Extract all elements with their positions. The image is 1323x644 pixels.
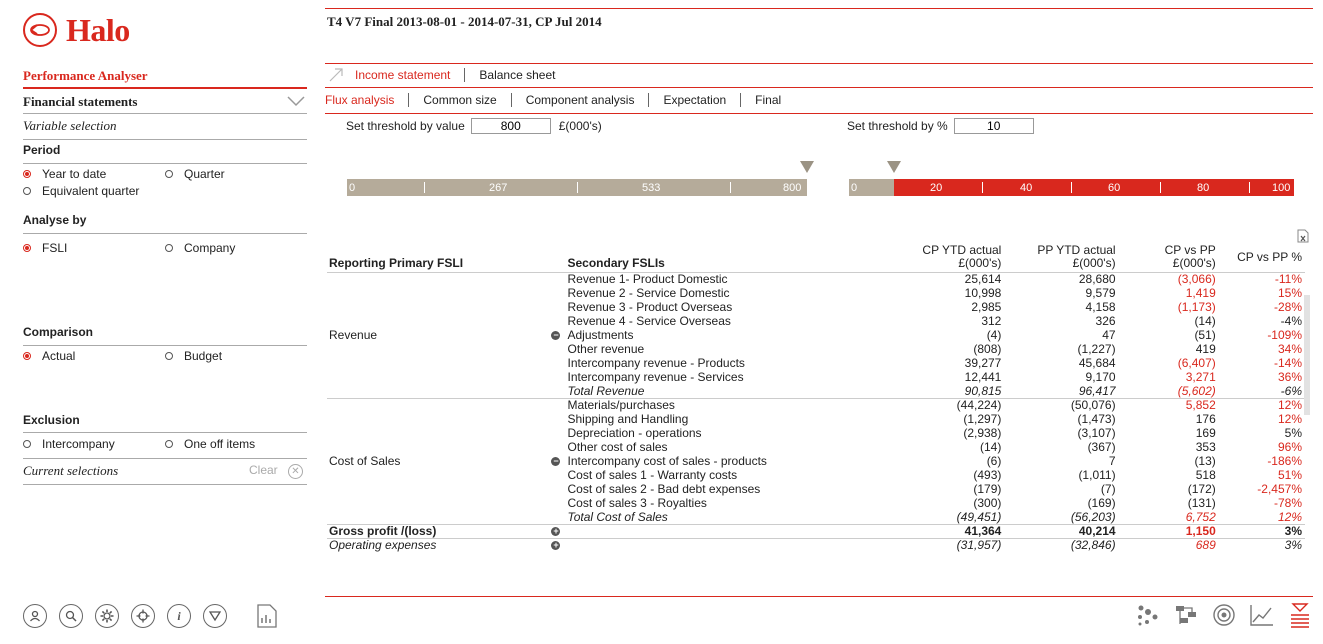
pp-value: 7	[1108, 454, 1116, 468]
tick-mark	[982, 182, 983, 193]
scroll-thumb[interactable]	[1304, 295, 1310, 415]
cp-value: (14)	[980, 440, 1002, 454]
pp-value: 4,158	[1085, 300, 1116, 314]
pct-tick-label: 0	[851, 182, 858, 194]
flux-table	[327, 244, 1305, 553]
cp-value: 12,441	[964, 370, 1002, 384]
divider	[23, 458, 307, 459]
cp-value: 312	[981, 314, 1002, 328]
cp-value: 10,998	[964, 286, 1002, 300]
pct-threshold-label: Set threshold by %	[847, 119, 948, 133]
secondary-fsli-cell	[565, 371, 900, 385]
secondary-fsli-label: Shipping and Handling	[567, 412, 689, 426]
table-scrollbar[interactable]	[1304, 255, 1310, 555]
logo	[23, 10, 130, 50]
primary-fsli-cell: Revenue	[327, 273, 565, 399]
variable-selection-label: Variable selection	[23, 118, 117, 133]
cp-value: 41,364	[900, 525, 1004, 539]
tab-common-size[interactable]: Common size	[409, 93, 511, 107]
diff-value: (14)	[1194, 314, 1216, 328]
radio-label: Actual	[42, 349, 76, 363]
secondary-fsli-label: Depreciation - operations	[567, 426, 702, 440]
pct-threshold	[847, 118, 1042, 134]
pct-tick-label: 60	[1108, 182, 1121, 194]
info-icon[interactable]: i	[167, 604, 191, 628]
diff-value: 169	[1195, 426, 1216, 440]
secondary-fsli-label: Intercompany revenue - Products	[567, 356, 745, 370]
pp-value: (367)	[1087, 440, 1116, 454]
radio-label: Company	[184, 241, 236, 255]
pct-tick-label: 40	[1020, 182, 1033, 194]
pct-value: -78%	[1273, 496, 1302, 510]
cp-value: (1,297)	[963, 412, 1002, 426]
diff-value: 419	[1195, 342, 1216, 356]
pp-value: (169)	[1087, 496, 1116, 510]
pct-value: -28%	[1273, 300, 1302, 314]
secondary-fsli-cell	[553, 539, 900, 553]
divider	[23, 163, 307, 164]
secondary-fsli-label: Revenue 1- Product Domestic	[567, 272, 728, 287]
analyse-fsli-radio[interactable]	[23, 241, 67, 255]
pp-value: (3,107)	[1077, 426, 1116, 440]
radio-dot	[165, 244, 173, 252]
tick-mark	[424, 182, 425, 193]
pct-value: -2,457%	[1257, 482, 1302, 496]
export-excel-icon[interactable]	[1297, 229, 1309, 243]
pp-value: 9,170	[1085, 370, 1116, 384]
secondary-fsli-label: Revenue 2 - Service Domestic	[567, 286, 730, 300]
value-threshold-input[interactable]	[471, 118, 551, 134]
comparison-label: Comparison	[23, 325, 94, 339]
cp-value: 39,277	[964, 356, 1002, 370]
divider	[325, 87, 1313, 88]
view-toolbar	[1123, 602, 1313, 628]
radio-dot	[165, 440, 173, 448]
exclusion-one-off-radio[interactable]	[165, 437, 255, 451]
col-pp[interactable]	[1004, 244, 1118, 273]
diff-value: 6,752	[1185, 509, 1216, 524]
period-label: Period	[23, 143, 61, 157]
trend-icon[interactable]	[1249, 602, 1275, 628]
cp-value: (6)	[986, 454, 1002, 468]
sort-icon[interactable]	[1287, 602, 1313, 628]
cp-value: (808)	[973, 342, 1002, 356]
tick-mark	[1249, 182, 1250, 193]
secondary-fsli-cell	[565, 343, 900, 357]
pct-value: 12%	[1277, 509, 1302, 524]
diff-value: (51)	[1194, 328, 1216, 342]
exclusion-intercompany-radio[interactable]	[23, 437, 115, 451]
pp-value: (1,227)	[1077, 342, 1116, 356]
radio-dot	[23, 440, 31, 448]
period-equivalent-quarter-radio[interactable]	[23, 184, 139, 198]
radio-label: Intercompany	[42, 437, 115, 451]
pct-value: 36%	[1277, 370, 1302, 384]
divider	[23, 233, 307, 234]
secondary-fsli-label: Cost of sales 2 - Bad debt expenses	[567, 482, 761, 496]
main-panel	[325, 0, 1313, 644]
pp-value: (1,011)	[1078, 468, 1116, 482]
pct-threshold-slider[interactable]	[849, 179, 1294, 196]
pp-value: (56,203)	[1070, 509, 1116, 524]
divider	[23, 87, 307, 89]
divider	[23, 484, 307, 485]
radio-dot	[23, 352, 31, 360]
primary-fsli-cell: Gross profit /(loss)	[327, 525, 565, 539]
tab-component-analysis[interactable]: Component analysis	[512, 93, 650, 107]
secondary-fsli-cell	[565, 273, 900, 287]
secondary-fsli-cell	[553, 454, 900, 469]
collapse-icon[interactable]: −	[553, 455, 559, 466]
radio-dot	[23, 187, 31, 195]
diff-value: (5,602)	[1177, 383, 1216, 398]
secondary-fsli-label: Other revenue	[567, 342, 645, 356]
diff-value: (1,173)	[1177, 300, 1216, 314]
table-row[interactable]	[327, 399, 1305, 413]
analysis-tabs	[311, 93, 795, 107]
analyse-by-label: Analyse by	[23, 213, 87, 227]
radio-dot	[165, 170, 173, 178]
table-row[interactable]	[327, 273, 1305, 287]
secondary-fsli-cell	[565, 497, 900, 511]
diff-value: (6,407)	[1177, 356, 1216, 370]
diff-value: (3,066)	[1119, 273, 1219, 287]
value-threshold	[346, 118, 602, 134]
pp-value: 28,680	[1004, 273, 1118, 287]
analyse-company-radio[interactable]	[165, 241, 235, 255]
cp-value: (44,224)	[900, 399, 1004, 413]
value-threshold-label: Set threshold by value	[346, 119, 465, 133]
col-pp-unit: £(000's)	[1072, 256, 1116, 270]
pct-value: 12%	[1277, 412, 1302, 426]
secondary-fsli-cell	[565, 483, 900, 497]
pp-value: 47	[1102, 328, 1116, 342]
col-cp-label: CP YTD actual	[922, 243, 1002, 257]
current-selections-label: Current selections	[23, 463, 119, 478]
pct-value: 51%	[1277, 468, 1302, 482]
cp-value: (49,451)	[956, 509, 1002, 524]
secondary-fsli-cell	[565, 441, 900, 455]
divider	[23, 139, 307, 140]
clear-icon[interactable]: ✕	[288, 464, 303, 479]
primary-fsli-cell: Operating expenses	[327, 539, 565, 553]
diff-value: 689	[1119, 539, 1219, 553]
pct-threshold-marker[interactable]	[887, 161, 901, 173]
secondary-fsli-label: Cost of sales 3 - Royalties	[567, 496, 707, 510]
hierarchy-icon[interactable]	[1173, 602, 1199, 628]
period-quarter-radio[interactable]	[165, 167, 225, 181]
settings-icon[interactable]	[95, 604, 119, 628]
cp-value: (4)	[986, 328, 1002, 342]
divider	[325, 113, 1313, 114]
radio-dot	[23, 170, 31, 178]
comparison-budget-radio[interactable]	[165, 349, 222, 363]
pct-value: -14%	[1273, 356, 1302, 370]
secondary-fsli-cell	[565, 287, 900, 301]
user-icon[interactable]	[23, 604, 47, 628]
tab-flux-analysis[interactable]: Flux analysis	[311, 93, 409, 107]
col-cp-unit: £(000's)	[958, 256, 1002, 270]
pp-value: (7)	[1100, 482, 1116, 496]
radio-label: Quarter	[184, 167, 225, 181]
cp-value: 2,985	[971, 300, 1002, 314]
diff-value: 1,150	[1119, 525, 1219, 539]
col-pct[interactable]: CP vs PP %	[1219, 244, 1305, 273]
secondary-fsli-label: Intercompany cost of sales - products	[567, 454, 767, 468]
value-threshold-unit: £(000's)	[558, 119, 602, 133]
pct-tick-label: 80	[1197, 182, 1210, 194]
diff-value: (172)	[1187, 482, 1216, 496]
sidebar-toolbar	[23, 604, 277, 631]
secondary-fsli-cell	[565, 399, 900, 413]
pct-value: -186%	[1267, 454, 1302, 468]
secondary-fsli-cell	[553, 328, 900, 343]
pp-value: 9,579	[1085, 286, 1116, 300]
pp-value: 40,214	[1004, 525, 1118, 539]
exclusion-label: Exclusion	[23, 413, 80, 427]
secondary-fsli-cell	[565, 427, 900, 441]
divider	[23, 432, 307, 433]
col-cp[interactable]	[900, 244, 1004, 273]
divider	[23, 345, 307, 346]
document-icon[interactable]	[257, 604, 277, 631]
pct-tick-label: 100	[1272, 182, 1291, 194]
diff-value: 176	[1195, 412, 1216, 426]
pct-value: -11%	[1219, 273, 1305, 287]
target-icon[interactable]	[131, 604, 155, 628]
primary-fsli-cell: Cost of Sales	[327, 399, 565, 525]
secondary-fsli-cell	[565, 315, 900, 329]
collapse-icon[interactable]: −	[553, 329, 559, 340]
secondary-fsli-label: Revenue 3 - Product Overseas	[567, 300, 733, 314]
performance-analyser-link[interactable]: Performance Analyser	[23, 68, 148, 83]
tab-final[interactable]: Final	[755, 93, 782, 107]
radio-label: FSLI	[42, 241, 68, 255]
financial-statements-dropdown[interactable]: Financial statements	[23, 94, 138, 109]
radio-dot	[165, 352, 173, 360]
radio-label: One off items	[184, 437, 256, 451]
secondary-fsli-cell	[565, 469, 900, 483]
cp-value: (179)	[973, 482, 1002, 496]
col-primary[interactable]: Reporting Primary FSLI	[327, 244, 565, 273]
pp-value: (50,076)	[1004, 399, 1118, 413]
value-threshold-marker[interactable]	[800, 161, 814, 173]
table-header	[327, 244, 1305, 273]
cp-value: (300)	[973, 496, 1002, 510]
tick-mark	[577, 182, 578, 193]
divider	[325, 63, 1313, 64]
tab-income-statement[interactable]: Income statement	[341, 68, 465, 82]
value-tick-label: 533	[642, 182, 661, 194]
pp-value: 45,684	[1078, 356, 1116, 370]
cp-value: (2,938)	[963, 426, 1002, 440]
pct-value: -4%	[1280, 314, 1302, 328]
radio-label: Year to date	[42, 167, 107, 181]
clear-button[interactable]: Clear	[249, 463, 278, 477]
cp-value: 25,614	[900, 273, 1004, 287]
secondary-fsli-label: Intercompany revenue - Services	[567, 370, 744, 384]
radial-chart-icon[interactable]	[1211, 602, 1237, 628]
pct-value: -6%	[1280, 383, 1302, 398]
pp-value: 326	[1095, 314, 1116, 328]
pct-value: 96%	[1277, 440, 1302, 454]
diff-value: 5,852	[1119, 399, 1219, 413]
tick-mark	[730, 182, 731, 193]
total-label: Total Cost of Sales	[567, 509, 668, 524]
radio-label: Equivalent quarter	[42, 184, 140, 198]
pct-value: 3%	[1219, 539, 1305, 553]
expand-icon[interactable]: +	[553, 526, 559, 536]
table-body	[327, 273, 1305, 553]
diff-value: (13)	[1194, 454, 1216, 468]
page-title: T4 V7 Final 2013-08-01 - 2014-07-31, CP Jul 2014	[327, 14, 602, 29]
col-diff-label: CP vs PP	[1164, 243, 1216, 257]
secondary-fsli-cell	[565, 413, 900, 427]
secondary-fsli-cell	[565, 357, 900, 371]
diff-value: 353	[1195, 440, 1216, 454]
divider	[23, 113, 307, 114]
secondary-fsli-cell	[553, 525, 900, 539]
radio-dot	[23, 244, 31, 252]
sidebar	[23, 0, 307, 644]
table-row-gross-profit[interactable]	[327, 525, 1305, 539]
app-name: Halo	[66, 11, 130, 48]
chevron-down-icon[interactable]	[287, 95, 305, 107]
secondary-fsli-label: Cost of sales 1 - Warranty costs	[567, 468, 738, 482]
diff-value: 3,271	[1185, 370, 1216, 384]
secondary-fsli-cell	[565, 301, 900, 315]
period-ytd-radio[interactable]	[23, 167, 106, 181]
pp-value: 96,417	[1078, 383, 1116, 398]
pct-value: -109%	[1267, 328, 1302, 342]
scatter-icon[interactable]	[1135, 602, 1161, 628]
halo-logo-icon	[23, 13, 57, 47]
comparison-actual-radio[interactable]	[23, 349, 75, 363]
diff-value: (131)	[1187, 496, 1216, 510]
col-secondary[interactable]: Secondary FSLIs	[565, 244, 900, 273]
radio-label: Budget	[184, 349, 223, 363]
tab-balance-sheet[interactable]: Balance sheet	[479, 68, 556, 82]
secondary-fsli-label: Adjustments	[567, 328, 634, 342]
secondary-fsli-label: Revenue 4 - Service Overseas	[567, 314, 731, 328]
pct-value: 5%	[1284, 426, 1302, 440]
filter-icon[interactable]	[203, 604, 227, 628]
table-row-operating-expenses[interactable]	[327, 539, 1305, 553]
secondary-fsli-label: Materials/purchases	[567, 398, 675, 413]
pp-value: (32,846)	[1004, 539, 1118, 553]
col-diff[interactable]	[1119, 244, 1219, 273]
diff-value: 1,419	[1185, 286, 1216, 300]
pct-value: 15%	[1277, 286, 1302, 300]
value-tick-label: 800	[783, 182, 802, 194]
value-tick-label: 0	[349, 182, 356, 194]
total-label: Total Revenue	[567, 383, 645, 398]
pct-value: 12%	[1219, 399, 1305, 413]
cp-value: (31,957)	[900, 539, 1004, 553]
cp-value: (493)	[973, 468, 1002, 482]
tick-mark	[1071, 182, 1072, 193]
col-diff-unit: £(000's)	[1172, 256, 1216, 270]
diff-value: 518	[1195, 468, 1216, 482]
expand-icon[interactable]: +	[553, 540, 559, 550]
search-icon[interactable]	[59, 604, 83, 628]
tab-expectation[interactable]: Expectation	[649, 93, 741, 107]
pct-tick-label: 20	[930, 182, 943, 194]
pp-value: (1,473)	[1077, 412, 1116, 426]
tick-mark	[1160, 182, 1161, 193]
divider	[325, 8, 1313, 9]
value-tick-label: 267	[489, 182, 508, 194]
cp-value: 90,815	[964, 383, 1002, 398]
divider	[325, 596, 1313, 597]
pct-value: 34%	[1277, 342, 1302, 356]
statement-tabs	[341, 68, 569, 82]
value-threshold-slider[interactable]	[347, 179, 807, 196]
pct-threshold-input[interactable]	[954, 118, 1034, 134]
pct-value: 3%	[1219, 525, 1305, 539]
secondary-fsli-label: Other cost of sales	[567, 440, 668, 454]
col-pp-label: PP YTD actual	[1037, 243, 1116, 257]
